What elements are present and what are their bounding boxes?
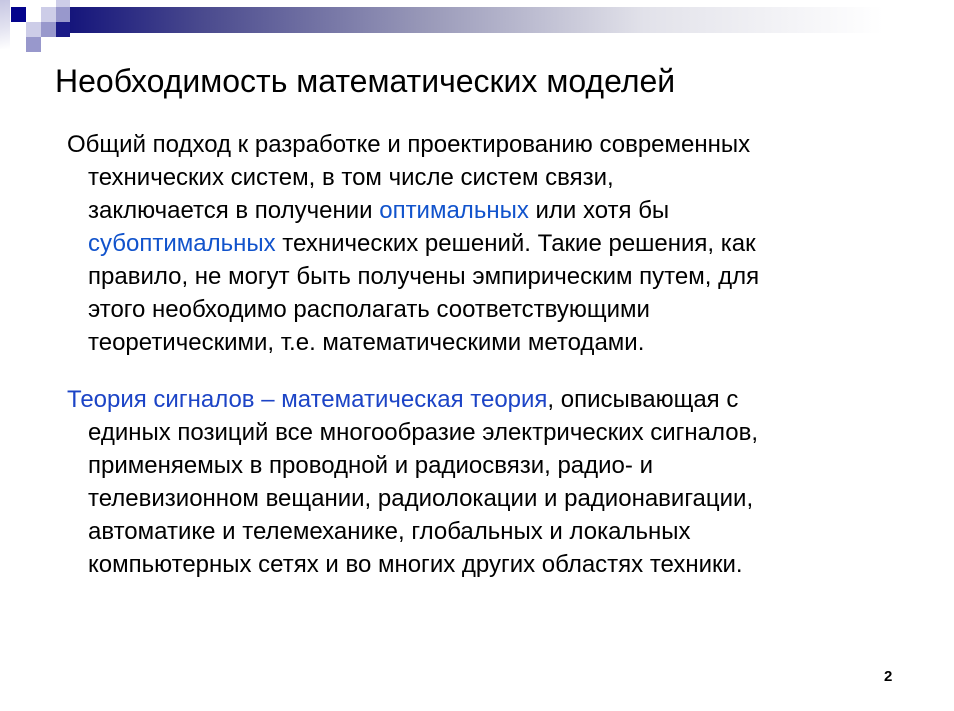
text-segment: автоматике и телемеханике, глобальных и локальных xyxy=(88,518,691,545)
highlighted-term: Теория сигналов – математическая теория xyxy=(67,386,548,413)
text-segment: теоретическими, т.е. математическими методами. xyxy=(88,329,645,356)
decor-square xyxy=(26,37,41,52)
text-segment: компьютерных сетях и во многих других областях техники. xyxy=(88,551,743,578)
text-segment: или хотя бы xyxy=(528,197,670,224)
text-line xyxy=(67,326,927,359)
decor-square xyxy=(41,7,56,22)
text-segment: заключается в получении xyxy=(88,197,380,224)
page-number: 2 xyxy=(884,668,893,685)
body-text xyxy=(67,128,927,581)
paragraph xyxy=(67,128,927,359)
decor-square xyxy=(56,22,70,37)
slide-title: Необходимость математических моделей xyxy=(55,63,676,99)
paragraph xyxy=(67,383,927,581)
decor-square xyxy=(56,0,70,7)
highlighted-term: оптимальных xyxy=(379,197,529,224)
decor-square xyxy=(56,7,70,22)
highlighted-term: субоптимальных xyxy=(88,230,276,257)
text-line xyxy=(67,383,927,416)
text-line xyxy=(67,194,927,227)
text-line xyxy=(67,128,927,161)
text-segment: этого необходимо располагать соответствующими xyxy=(88,296,650,323)
text-line xyxy=(67,161,927,194)
text-line xyxy=(67,416,927,449)
title-bar-gradient xyxy=(70,7,954,33)
gradient-strip xyxy=(0,0,10,49)
text-line xyxy=(67,548,927,581)
text-segment: Общий подход к разработке и проектированию современных xyxy=(67,131,751,158)
text-segment: телевизионном вещании, радиолокации и радионавигации, xyxy=(88,485,754,512)
text-segment: правило, не могут быть получены эмпирическим путем, для xyxy=(88,263,760,290)
text-segment: применяемых в проводной и радиосвязи, радио- и xyxy=(88,452,653,479)
text-line xyxy=(67,227,927,260)
text-segment: единых позиций все многообразие электрических сигналов, xyxy=(88,419,759,446)
text-line xyxy=(67,482,927,515)
text-line xyxy=(67,260,927,293)
text-segment: технических систем, в том числе систем связи, xyxy=(88,164,614,191)
decor-square xyxy=(26,22,41,37)
text-line xyxy=(67,515,927,548)
text-line xyxy=(67,293,927,326)
decor-square xyxy=(41,22,56,37)
text-segment: , описывающая с xyxy=(547,386,739,413)
text-line xyxy=(67,449,927,482)
decor-square xyxy=(11,7,26,22)
text-segment: технических решений. Такие решения, как xyxy=(275,230,756,257)
